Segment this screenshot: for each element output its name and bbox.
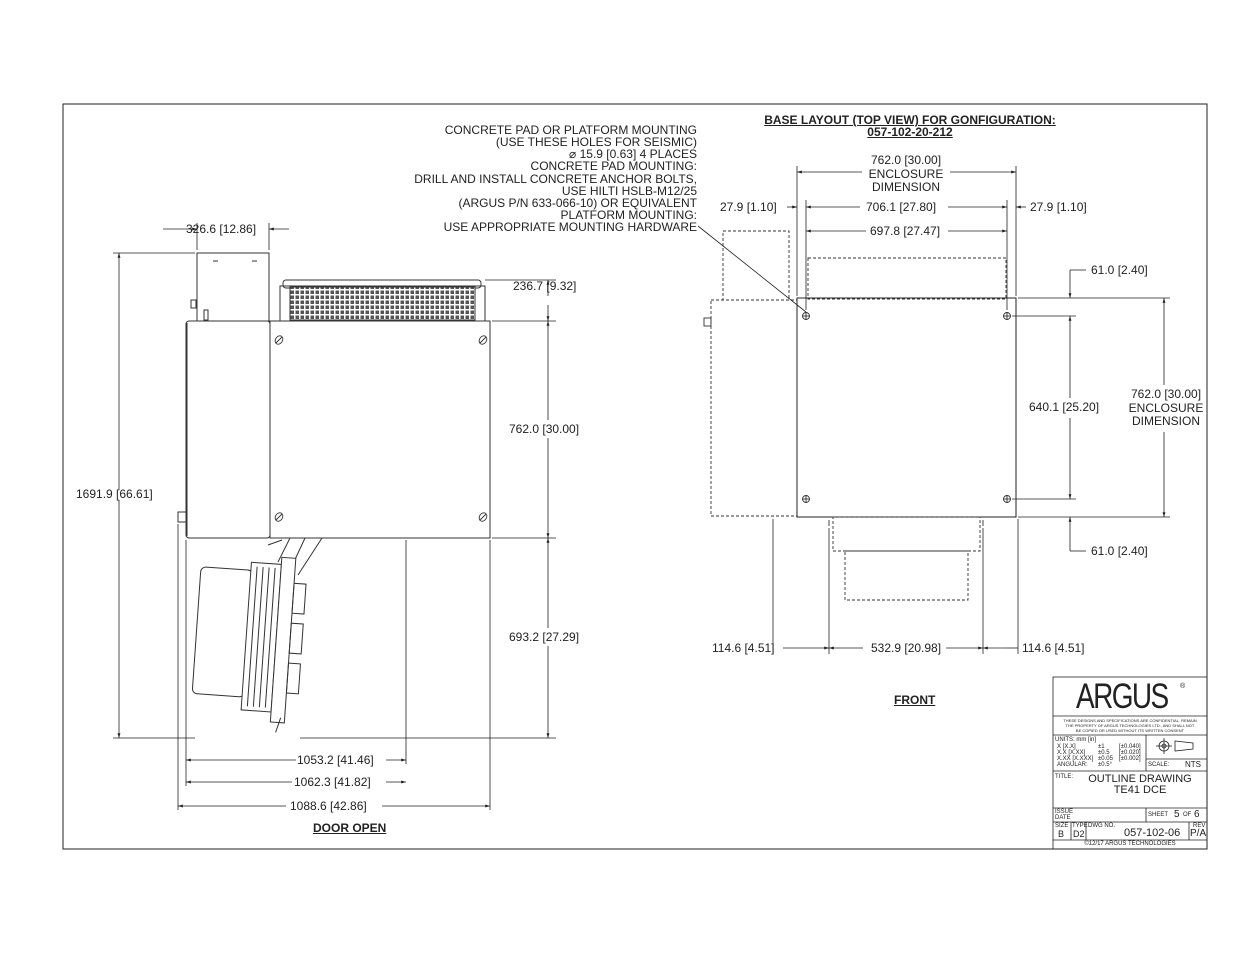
tol-format: ANGULAR: (1057, 762, 1088, 768)
drawing-title-line: OUTLINE DRAWING (1088, 773, 1192, 785)
sheet-label: SHEET (1148, 812, 1169, 818)
note-line: DRILL AND INSTALL CONCRETE ANCHOR BOLTS, (414, 172, 697, 186)
dim-enclosure-width-label: DIMENSION (871, 180, 940, 194)
confidential-line: BE COPIED OR USED WITHOUT ITS WRITTEN CONSENT (1075, 728, 1185, 733)
door-open-title: DOOR OPEN (313, 821, 387, 835)
type-label: TYPE (1072, 823, 1088, 829)
note-line: CONCRETE PAD MOUNTING: (530, 159, 697, 173)
title-label: TITLE: (1055, 774, 1074, 780)
note-line: USE HILTI HSLB-M12/25 (561, 184, 697, 198)
base-layout-title: BASE LAYOUT (TOP VIEW) FOR GONFIGURATION: (764, 113, 1056, 127)
type-value: D2 (1073, 829, 1085, 839)
note-line: (USE THESE HOLES FOR SEISMIC) (495, 135, 697, 149)
registered-mark-icon: ® (1180, 683, 1186, 690)
base-layout-dimension-lines (773, 166, 1170, 654)
size-label: SIZE (1055, 823, 1069, 829)
argus-logo: ARGUS (1076, 677, 1168, 716)
mounting-hole-icons (802, 312, 1011, 503)
dwg-number: 057-102-06 (1124, 827, 1181, 839)
front-label: FRONT (894, 693, 936, 707)
tol-inch: [±0.020] (1119, 750, 1141, 756)
tol-format: X.X [X.XX] (1057, 750, 1086, 756)
confidential-line: THESE DESIGNS AND SPECIFICATIONS ARE CONFIDENTIAL. REMAIN (1063, 718, 1197, 723)
dim-enclosure-width: 762.0 [30.00] (870, 153, 942, 167)
dim-enclosure-height: 762.0 [30.00] (509, 422, 580, 436)
tol-format: X.XX [X.XXX] (1057, 756, 1094, 762)
tol-value: ±0.05 (1098, 756, 1113, 762)
tol-inch: [±0.040] (1119, 744, 1141, 750)
scale-value: NTS (1185, 760, 1201, 769)
issue-label: ISSUE (1055, 809, 1074, 815)
size-value: B (1058, 829, 1065, 839)
base-layout-config: 057-102-20-212 (867, 125, 953, 139)
note-line: USE APPROPRIATE MOUNTING HARDWARE (443, 220, 697, 234)
date-label: DATE (1055, 815, 1071, 821)
dim-left-offset: 27.9 [1.10] (720, 200, 777, 214)
confidential-line: THE PROPERTY OF ARGUS TECHNOLOGIES LTD., AND SHALL NOT (1065, 723, 1195, 728)
dim-door-height: 693.2 [27.29] (509, 630, 580, 644)
tol-value: ±0.5° (1098, 762, 1113, 768)
note-line: ⌀ 15.9 [0.63] 4 PLACES (569, 147, 697, 161)
sheet-total: 6 (1194, 809, 1200, 820)
dim-top-inset: 61.0 [2.40] (1091, 263, 1148, 277)
dim-enclosure-width-label: ENCLOSURE (868, 167, 944, 181)
dwg-label: DWG NO. (1088, 823, 1115, 829)
scale-label: SCALE: (1148, 762, 1170, 768)
rev-value: P/A (1190, 828, 1207, 839)
dim-ac-height: 236.7 [9.32] (513, 279, 577, 293)
third-angle-projection-icon (1156, 738, 1193, 754)
dim-hole-spacing: 697.8 [27.47] (870, 224, 941, 238)
sheet-number: 5 (1174, 809, 1180, 820)
base-layout-view (698, 226, 1016, 600)
dim-inner-width: 706.1 [27.80] (866, 200, 937, 214)
tol-inch: [±0.002] (1119, 756, 1141, 762)
dim-bottom-mid: 532.9 [20.98] (871, 641, 942, 655)
dim-bottom-inset: 61.0 [2.40] (1091, 544, 1148, 558)
dim-hole-depth: 640.1 [25.20] (1029, 400, 1100, 414)
dim-enclosure-depth: 762.0 [30.00] (1130, 387, 1202, 401)
dim-enclosure-depth-label: DIMENSION (1131, 414, 1200, 428)
dim-right-offset: 27.9 [1.10] (1030, 200, 1087, 214)
dim-width-2: 1062.3 [41.82] (294, 775, 371, 789)
copyright: ©12/17 ARGUS TECHNOLOGIES (1084, 841, 1176, 847)
dim-top-width: 326.6 [12.86] (186, 222, 257, 236)
of-label: OF (1183, 812, 1192, 818)
note-line: CONCRETE PAD OR PLATFORM MOUNTING (444, 123, 697, 137)
tol-value: ±1 (1098, 744, 1105, 750)
dim-bottom-right: 114.6 [4.51] (1022, 641, 1085, 655)
units-label: UNITS: mm [in] (1055, 737, 1097, 743)
dim-overall-height: 1691.9 [66.61] (76, 487, 153, 501)
dim-width-1: 1053.2 [41.46] (297, 753, 374, 767)
tol-value: ±0.5 (1098, 750, 1110, 756)
rev-label: REV (1193, 823, 1206, 829)
dim-enclosure-depth-label: ENCLOSURE (1128, 401, 1204, 415)
note-line: (ARGUS P/N 633-066-10) OR EQUIVALENT (458, 196, 697, 210)
dim-width-3: 1088.6 [42.86] (290, 799, 367, 813)
ac-grille (290, 287, 475, 320)
tol-format: X [X.X] (1057, 744, 1076, 750)
door-open-view (178, 253, 490, 734)
note-line: PLATFORM MOUNTING: (560, 208, 697, 222)
dim-bottom-left: 114.6 [4.51] (712, 641, 775, 655)
drawing-title-line: TE41 DCE (1113, 784, 1167, 796)
